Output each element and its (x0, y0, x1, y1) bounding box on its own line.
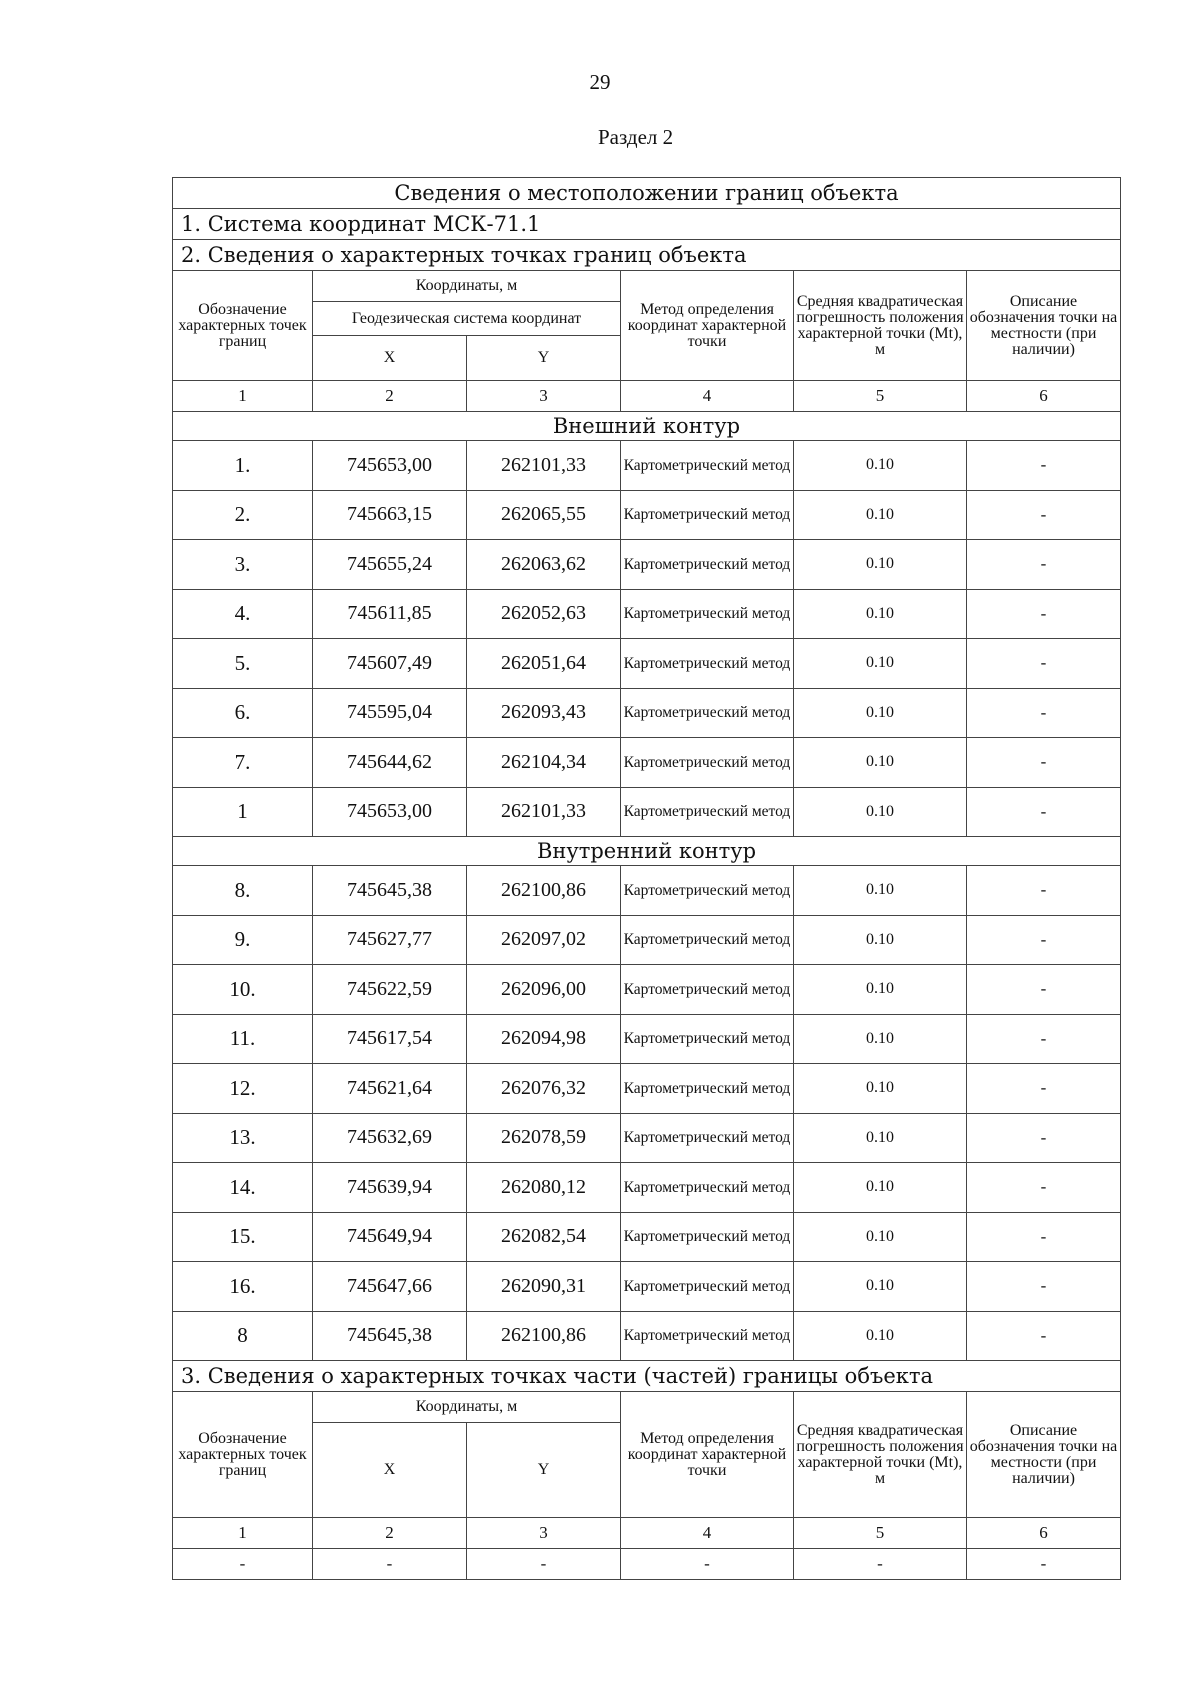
table-title: Сведения о местоположении границ объекта (173, 178, 1121, 209)
x-coordinate: 745644,62 (313, 738, 467, 788)
description-cell: - (967, 738, 1121, 788)
column-number: 6 (967, 381, 1121, 412)
outer-contour-label: Внешний контур (173, 412, 1121, 441)
y-coordinate: 262090,31 (467, 1262, 621, 1312)
inner-contour-label: Внутренний контур (173, 837, 1121, 866)
y-coordinate: 262082,54 (467, 1212, 621, 1262)
method-cell: Картометрический метод (621, 1064, 794, 1114)
y-coordinate: 262051,64 (467, 639, 621, 689)
part-cell: - (621, 1549, 794, 1580)
point-row (173, 490, 1121, 540)
column-numbers-row (173, 381, 1121, 412)
column-number: 2 (313, 381, 467, 412)
x-coordinate: 745645,38 (313, 1311, 467, 1361)
accuracy-cell: 0.10 (794, 1262, 967, 1312)
points-section-title: 2. Сведения о характерных точках границ объекта (173, 240, 1121, 271)
x-coordinate: 745663,15 (313, 490, 467, 540)
method-cell: Картометрический метод (621, 441, 794, 491)
method-cell: Картометрический метод (621, 1262, 794, 1312)
x-coordinate: 745621,64 (313, 1064, 467, 1114)
point-designation: 11. (173, 1014, 313, 1064)
method-cell: Картометрический метод (621, 1311, 794, 1361)
method-cell: Картометрический метод (621, 1113, 794, 1163)
part-row (173, 1549, 1121, 1580)
description-cell: - (967, 915, 1121, 965)
part-header-y: Y (467, 1423, 621, 1518)
description-cell: - (967, 1064, 1121, 1114)
x-coordinate: 745647,66 (313, 1262, 467, 1312)
y-coordinate: 262101,33 (467, 441, 621, 491)
description-cell: - (967, 441, 1121, 491)
point-row (173, 1163, 1121, 1213)
x-coordinate: 745607,49 (313, 639, 467, 689)
x-coordinate: 745645,38 (313, 866, 467, 916)
method-cell: Картометрический метод (621, 1014, 794, 1064)
accuracy-cell: 0.10 (794, 540, 967, 590)
header-designation: Обозначение характерных точек границ (173, 271, 313, 381)
coord-system-row: 1. Система координат МСК-71.1 (173, 209, 1121, 240)
part-cell: - (794, 1549, 967, 1580)
column-number: 6 (967, 1518, 1121, 1549)
header-description: Описание обозначения точки на местности (при наличии) (967, 271, 1121, 381)
point-row (173, 441, 1121, 491)
point-row (173, 1262, 1121, 1312)
y-coordinate: 262101,33 (467, 787, 621, 837)
description-cell: - (967, 639, 1121, 689)
description-cell: - (967, 1113, 1121, 1163)
point-row (173, 589, 1121, 639)
part-header-description: Описание обозначения точки на местности (при наличии) (967, 1392, 1121, 1518)
accuracy-cell: 0.10 (794, 965, 967, 1015)
column-number: 1 (173, 381, 313, 412)
part-cell: - (173, 1549, 313, 1580)
x-coordinate: 745653,00 (313, 441, 467, 491)
description-cell: - (967, 1014, 1121, 1064)
point-designation: 2. (173, 490, 313, 540)
y-coordinate: 262097,02 (467, 915, 621, 965)
method-cell: Картометрический метод (621, 866, 794, 916)
point-row (173, 639, 1121, 689)
method-cell: Картометрический метод (621, 915, 794, 965)
page-number: 29 (589, 70, 611, 94)
part-column-numbers-row (173, 1518, 1121, 1549)
section-title: Раздел 2 (598, 125, 674, 149)
description-cell: - (967, 540, 1121, 590)
method-cell: Картометрический метод (621, 1212, 794, 1262)
column-number: 5 (794, 1518, 967, 1549)
point-designation: 1. (173, 441, 313, 491)
accuracy-cell: 0.10 (794, 915, 967, 965)
part-cell: - (313, 1549, 467, 1580)
method-cell: Картометрический метод (621, 639, 794, 689)
x-coordinate: 745627,77 (313, 915, 467, 965)
method-cell: Картометрический метод (621, 1163, 794, 1213)
point-row (173, 965, 1121, 1015)
x-coordinate: 745653,00 (313, 787, 467, 837)
part-section-title: 3. Сведения о характерных точках части (частей) границы объекта (173, 1361, 1121, 1392)
point-row (173, 688, 1121, 738)
accuracy-cell: 0.10 (794, 441, 967, 491)
point-row (173, 540, 1121, 590)
column-number: 1 (173, 1518, 313, 1549)
x-coordinate: 745622,59 (313, 965, 467, 1015)
point-designation: 14. (173, 1163, 313, 1213)
y-coordinate: 262076,32 (467, 1064, 621, 1114)
part-header-designation: Обозначение характерных точек границ (173, 1392, 313, 1518)
method-cell: Картометрический метод (621, 738, 794, 788)
part-cell: - (467, 1549, 621, 1580)
y-coordinate: 262096,00 (467, 965, 621, 1015)
point-designation: 7. (173, 738, 313, 788)
y-coordinate: 262100,86 (467, 866, 621, 916)
x-coordinate: 745632,69 (313, 1113, 467, 1163)
point-designation: 6. (173, 688, 313, 738)
point-row (173, 1311, 1121, 1361)
header-x: X (313, 336, 467, 381)
method-cell: Картометрический метод (621, 965, 794, 1015)
description-cell: - (967, 1212, 1121, 1262)
part-header-method: Метод определения координат характерной точки (621, 1392, 794, 1518)
y-coordinate: 262080,12 (467, 1163, 621, 1213)
part-header-coordinates: Координаты, м (313, 1392, 621, 1423)
point-designation: 15. (173, 1212, 313, 1262)
accuracy-cell: 0.10 (794, 738, 967, 788)
header-coordinates: Координаты, м (313, 271, 621, 302)
accuracy-cell: 0.10 (794, 866, 967, 916)
point-row (173, 1113, 1121, 1163)
accuracy-cell: 0.10 (794, 1163, 967, 1213)
y-coordinate: 262052,63 (467, 589, 621, 639)
method-cell: Картометрический метод (621, 540, 794, 590)
point-designation: 8. (173, 866, 313, 916)
y-coordinate: 262104,34 (467, 738, 621, 788)
header-geodetic: Геодезическая система координат (313, 302, 621, 336)
point-row (173, 866, 1121, 916)
point-designation: 3. (173, 540, 313, 590)
description-cell: - (967, 965, 1121, 1015)
point-row (173, 787, 1121, 837)
x-coordinate: 745617,54 (313, 1014, 467, 1064)
method-cell: Картометрический метод (621, 787, 794, 837)
description-cell: - (967, 1163, 1121, 1213)
description-cell: - (967, 1262, 1121, 1312)
x-coordinate: 745639,94 (313, 1163, 467, 1213)
column-number: 5 (794, 381, 967, 412)
y-coordinate: 262078,59 (467, 1113, 621, 1163)
accuracy-cell: 0.10 (794, 787, 967, 837)
point-designation: 5. (173, 639, 313, 689)
point-row (173, 738, 1121, 788)
y-coordinate: 262100,86 (467, 1311, 621, 1361)
point-row (173, 915, 1121, 965)
method-cell: Картометрический метод (621, 688, 794, 738)
accuracy-cell: 0.10 (794, 688, 967, 738)
y-coordinate: 262065,55 (467, 490, 621, 540)
header-method: Метод определения координат характерной точки (621, 271, 794, 381)
accuracy-cell: 0.10 (794, 1064, 967, 1114)
point-designation: 9. (173, 915, 313, 965)
point-designation: 13. (173, 1113, 313, 1163)
x-coordinate: 745649,94 (313, 1212, 467, 1262)
column-number: 3 (467, 381, 621, 412)
description-cell: - (967, 787, 1121, 837)
point-designation: 12. (173, 1064, 313, 1114)
point-row (173, 1064, 1121, 1114)
column-number: 3 (467, 1518, 621, 1549)
accuracy-cell: 0.10 (794, 1113, 967, 1163)
accuracy-cell: 0.10 (794, 490, 967, 540)
method-cell: Картометрический метод (621, 589, 794, 639)
accuracy-cell: 0.10 (794, 589, 967, 639)
x-coordinate: 745611,85 (313, 589, 467, 639)
point-designation: 10. (173, 965, 313, 1015)
description-cell: - (967, 866, 1121, 916)
accuracy-cell: 0.10 (794, 639, 967, 689)
x-coordinate: 745655,24 (313, 540, 467, 590)
description-cell: - (967, 1311, 1121, 1361)
accuracy-cell: 0.10 (794, 1014, 967, 1064)
y-coordinate: 262094,98 (467, 1014, 621, 1064)
point-designation: 8 (173, 1311, 313, 1361)
method-cell: Картометрический метод (621, 490, 794, 540)
header-y: Y (467, 336, 621, 381)
part-header-accuracy: Средняя квадратическая погрешность положения характерной точки (Mt), м (794, 1392, 967, 1518)
column-number: 4 (621, 381, 794, 412)
part-cell: - (967, 1549, 1121, 1580)
point-designation: 1 (173, 787, 313, 837)
point-row (173, 1212, 1121, 1262)
x-coordinate: 745595,04 (313, 688, 467, 738)
accuracy-cell: 0.10 (794, 1212, 967, 1262)
part-header-x: X (313, 1423, 467, 1518)
boundary-table (172, 177, 1121, 1580)
header-accuracy: Средняя квадратическая погрешность положения характерной точки (Mt), м (794, 271, 967, 381)
description-cell: - (967, 589, 1121, 639)
y-coordinate: 262063,62 (467, 540, 621, 590)
point-designation: 4. (173, 589, 313, 639)
column-number: 2 (313, 1518, 467, 1549)
point-designation: 16. (173, 1262, 313, 1312)
description-cell: - (967, 490, 1121, 540)
y-coordinate: 262093,43 (467, 688, 621, 738)
point-row (173, 1014, 1121, 1064)
accuracy-cell: 0.10 (794, 1311, 967, 1361)
column-number: 4 (621, 1518, 794, 1549)
description-cell: - (967, 688, 1121, 738)
